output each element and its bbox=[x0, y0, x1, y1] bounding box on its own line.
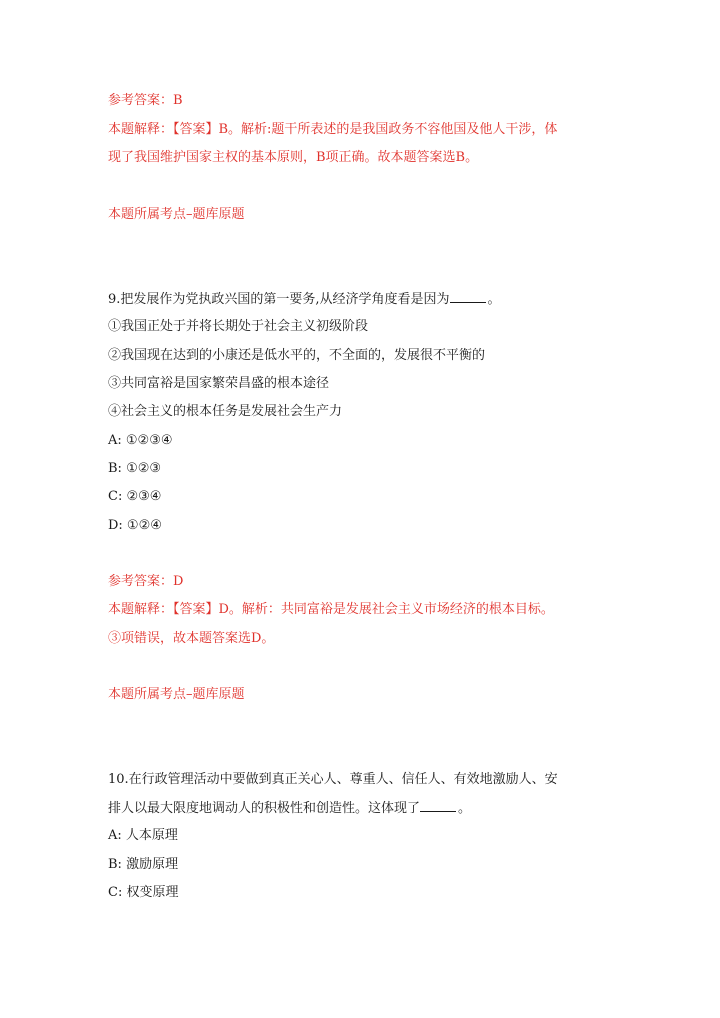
q9-stem bbox=[108, 290, 501, 309]
q9-option-d: D: ①②④ bbox=[108, 518, 162, 533]
q9-statement-3: ③共同富裕是国家繁荣昌盛的根本途径 bbox=[108, 376, 330, 391]
q10-answer-blank bbox=[420, 799, 456, 812]
q9-option-c: C: ②③④ bbox=[108, 489, 162, 504]
q8-source: 本题所属考点–题库原题 bbox=[108, 207, 245, 222]
q9-source: 本题所属考点–题库原题 bbox=[108, 687, 245, 702]
q8-explanation-line1: 本题解释：【答案】B。解析:题干所表述的是我国政务不容他国及他人干涉，体 bbox=[108, 122, 558, 137]
q10-option-a: A: 人本原理 bbox=[108, 828, 178, 843]
q9-stem-text: 9.把发展作为党执政兴国的第一要务,从经济学角度看是因为 bbox=[108, 292, 450, 307]
q10-stem-end: 。 bbox=[458, 801, 472, 816]
q8-answer: 参考答案：B bbox=[108, 93, 183, 108]
q9-statement-1: ①我国正处于并将长期处于社会主义初级阶段 bbox=[108, 319, 369, 334]
q10-stem-line2 bbox=[108, 799, 471, 818]
q9-answer: 参考答案：D bbox=[108, 574, 184, 589]
q10-option-c: C: 权变原理 bbox=[108, 885, 179, 900]
q9-statement-2: ②我国现在达到的小康还是低水平的，不全面的，发展很不平衡的 bbox=[108, 348, 486, 363]
q10-stem-text: 排人以最大限度地调动人的积极性和创造性。这体现了 bbox=[108, 801, 421, 816]
q8-explanation-line2: 现了我国维护国家主权的基本原则，B项正确。故本题答案选B。 bbox=[108, 150, 479, 165]
q9-option-a: A: ①②③④ bbox=[108, 433, 173, 448]
q9-statement-4: ④社会主义的根本任务是发展社会生产力 bbox=[108, 404, 343, 419]
q9-explanation-line2: ③项错误，故本题答案选D。 bbox=[108, 631, 275, 646]
q9-stem-end: 。 bbox=[487, 292, 501, 307]
q10-option-b: B: 激励原理 bbox=[108, 857, 179, 872]
q9-explanation-line1: 本题解释：【答案】D。解析：共同富裕是发展社会主义市场经济的根本目标。 bbox=[108, 602, 554, 617]
q9-option-b: B: ①②③ bbox=[108, 461, 162, 476]
q9-answer-blank bbox=[450, 290, 486, 303]
q10-stem-line1: 10.在行政管理活动中要做到真正关心人、尊重人、信任人、有效地激励人、安 bbox=[108, 772, 558, 787]
